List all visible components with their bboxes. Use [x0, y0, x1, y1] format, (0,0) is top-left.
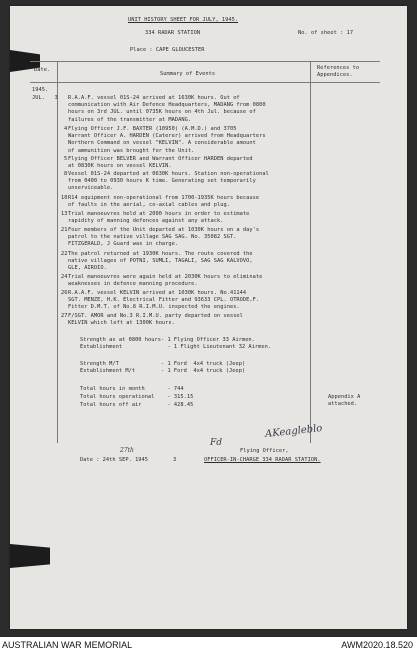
sheet-title: UNIT HISTORY SHEET FOR JULY, 1945.	[128, 17, 239, 23]
entry-text: Trial manoeuvres were again held at 2030K hours to eliminate weaknesses in defence manning procedure.	[68, 274, 263, 288]
header-rule-bottom	[30, 82, 380, 83]
entry-date: 27	[61, 313, 68, 319]
entry-date: 4	[64, 126, 68, 132]
footer-institution: AUSTRALIAN WAR MEMORIAL	[2, 640, 133, 650]
column-summary: Summary of Events	[160, 71, 216, 77]
hours-operational: Total hours operational - 315.15	[80, 394, 194, 400]
date-line: Date : 24th SEP. 1945	[80, 457, 149, 463]
entry-date: 22	[61, 251, 68, 257]
signatory-title: OFFICER-IN-CHARGE 334 RADAR STATION.	[204, 457, 321, 463]
entry-text: Vessel 01S-24 departed at 0630K hours. Station non-operational from 0400 to 0930 hours K time. Generating set temporarily unserviceable.	[68, 171, 269, 192]
footer-accession: AWM2020.18.520	[341, 640, 413, 650]
hours-off-air: Total hours off air - 428.45	[80, 402, 194, 408]
entry-text: Trial manoeuvres held at 2000 hours in order to estimate rapidity of manning defences against any attack.	[68, 211, 250, 225]
binder-tab-bottom	[10, 544, 50, 568]
entry-date: 13	[61, 211, 68, 217]
entry-text: Four members of the Unit departed at 1030K hours on a day's patrol to the native village SAG SAG. No. 35082 SGT. FITZGERALD, J Guard was in charge.	[68, 227, 260, 248]
date-column-divider	[57, 61, 58, 443]
hours-in-month: Total hours in month - 744	[80, 386, 184, 392]
entry-date: 10	[61, 195, 68, 201]
column-date: Date.	[34, 67, 51, 73]
references-column-divider	[310, 61, 311, 443]
column-references: References to Appendices.	[317, 65, 360, 79]
vehicle-block: Strength M/T - 1 Ford 4x4 truck (Jeep) Establishment M/t - 1 Ford 4x4 truck (Jeep)	[80, 361, 246, 375]
document-page	[10, 6, 407, 629]
date-correction: 27th	[120, 447, 134, 454]
entry-date: 5	[64, 156, 68, 162]
entry-date: 8	[64, 171, 68, 177]
handwritten-initials: Fd	[210, 438, 223, 448]
handwritten-signature: AKeagleblo	[264, 423, 323, 440]
entry-date: 26	[61, 290, 68, 296]
place: Place : CAPE GLOUCESTER	[130, 47, 205, 53]
entry-text: R.A.A.F. vessel KELVIN arrived at 1030K hours. No.41144 SGT. MENZE, H.K. Electrical Fitter and 93633 CPL. OTRODE,F. Fitter D.M.T. of No.8 R.I.M.U. inspected the engines.	[68, 290, 260, 311]
entry-text: R.A.A.F. vessel 01S-24 arrived at 1630K hours. Out of communication with Air Defence Headquarters, MADANG from 0800 hours on 3rd JUL. until 0735K hours on 4th Jul. because of failures of the transmitter at MADANG.	[68, 95, 266, 123]
header-rule-top	[30, 61, 380, 62]
signatory-rank: Flying Officer,	[240, 448, 289, 454]
entry-date: 1945.	[32, 87, 49, 93]
appendix-note: Appendix A attached.	[328, 394, 361, 408]
entry-text: The patrol returned at 1930K hours. The route covered the native villages of POTNI, SUMLI, TAGALI, SAG SAG KALVOVO, GLE, AIROIO.	[68, 251, 253, 272]
entry-text: Flying Officer BELVER and Warrant Officer HARDEN departed at 0830K hours on vessel KELVIN.	[68, 156, 253, 170]
strength-block: Strength as at 0800 hours- 1 Flying Officer 33 Airmen. Establishment - 1 Flight Lieutenant 32 Airmen.	[80, 337, 272, 351]
entry-text: F/SGT. AMOR and No.3 R.I.M.U. party departed on vessel KELVIN which left at 1300K hours.	[68, 313, 243, 327]
unit-name: 334 RADAR STATION	[145, 30, 201, 36]
entry-text: Flying Officer J.F. BAXTER (10950) (A.M.D.) and 3705 Warrant Officer A. HARDEN (Caterer) arrived from Headquarters Northern Command on vessel "KELVIN". A considerable amount of ammunition was brought for the Unit.	[68, 126, 266, 154]
sheet-number: No. of sheet : 17	[298, 30, 354, 36]
page-number: 3	[173, 457, 177, 463]
archive-footer	[0, 637, 417, 653]
entry-text: R14 equipment non-operational from 1700-1935K hours because of faults in the aerial, co-axial cables and plug.	[68, 195, 260, 209]
entry-date: 21	[61, 227, 68, 233]
entry-date: 24	[61, 274, 68, 280]
entry-date: JUL. 3	[32, 95, 58, 101]
